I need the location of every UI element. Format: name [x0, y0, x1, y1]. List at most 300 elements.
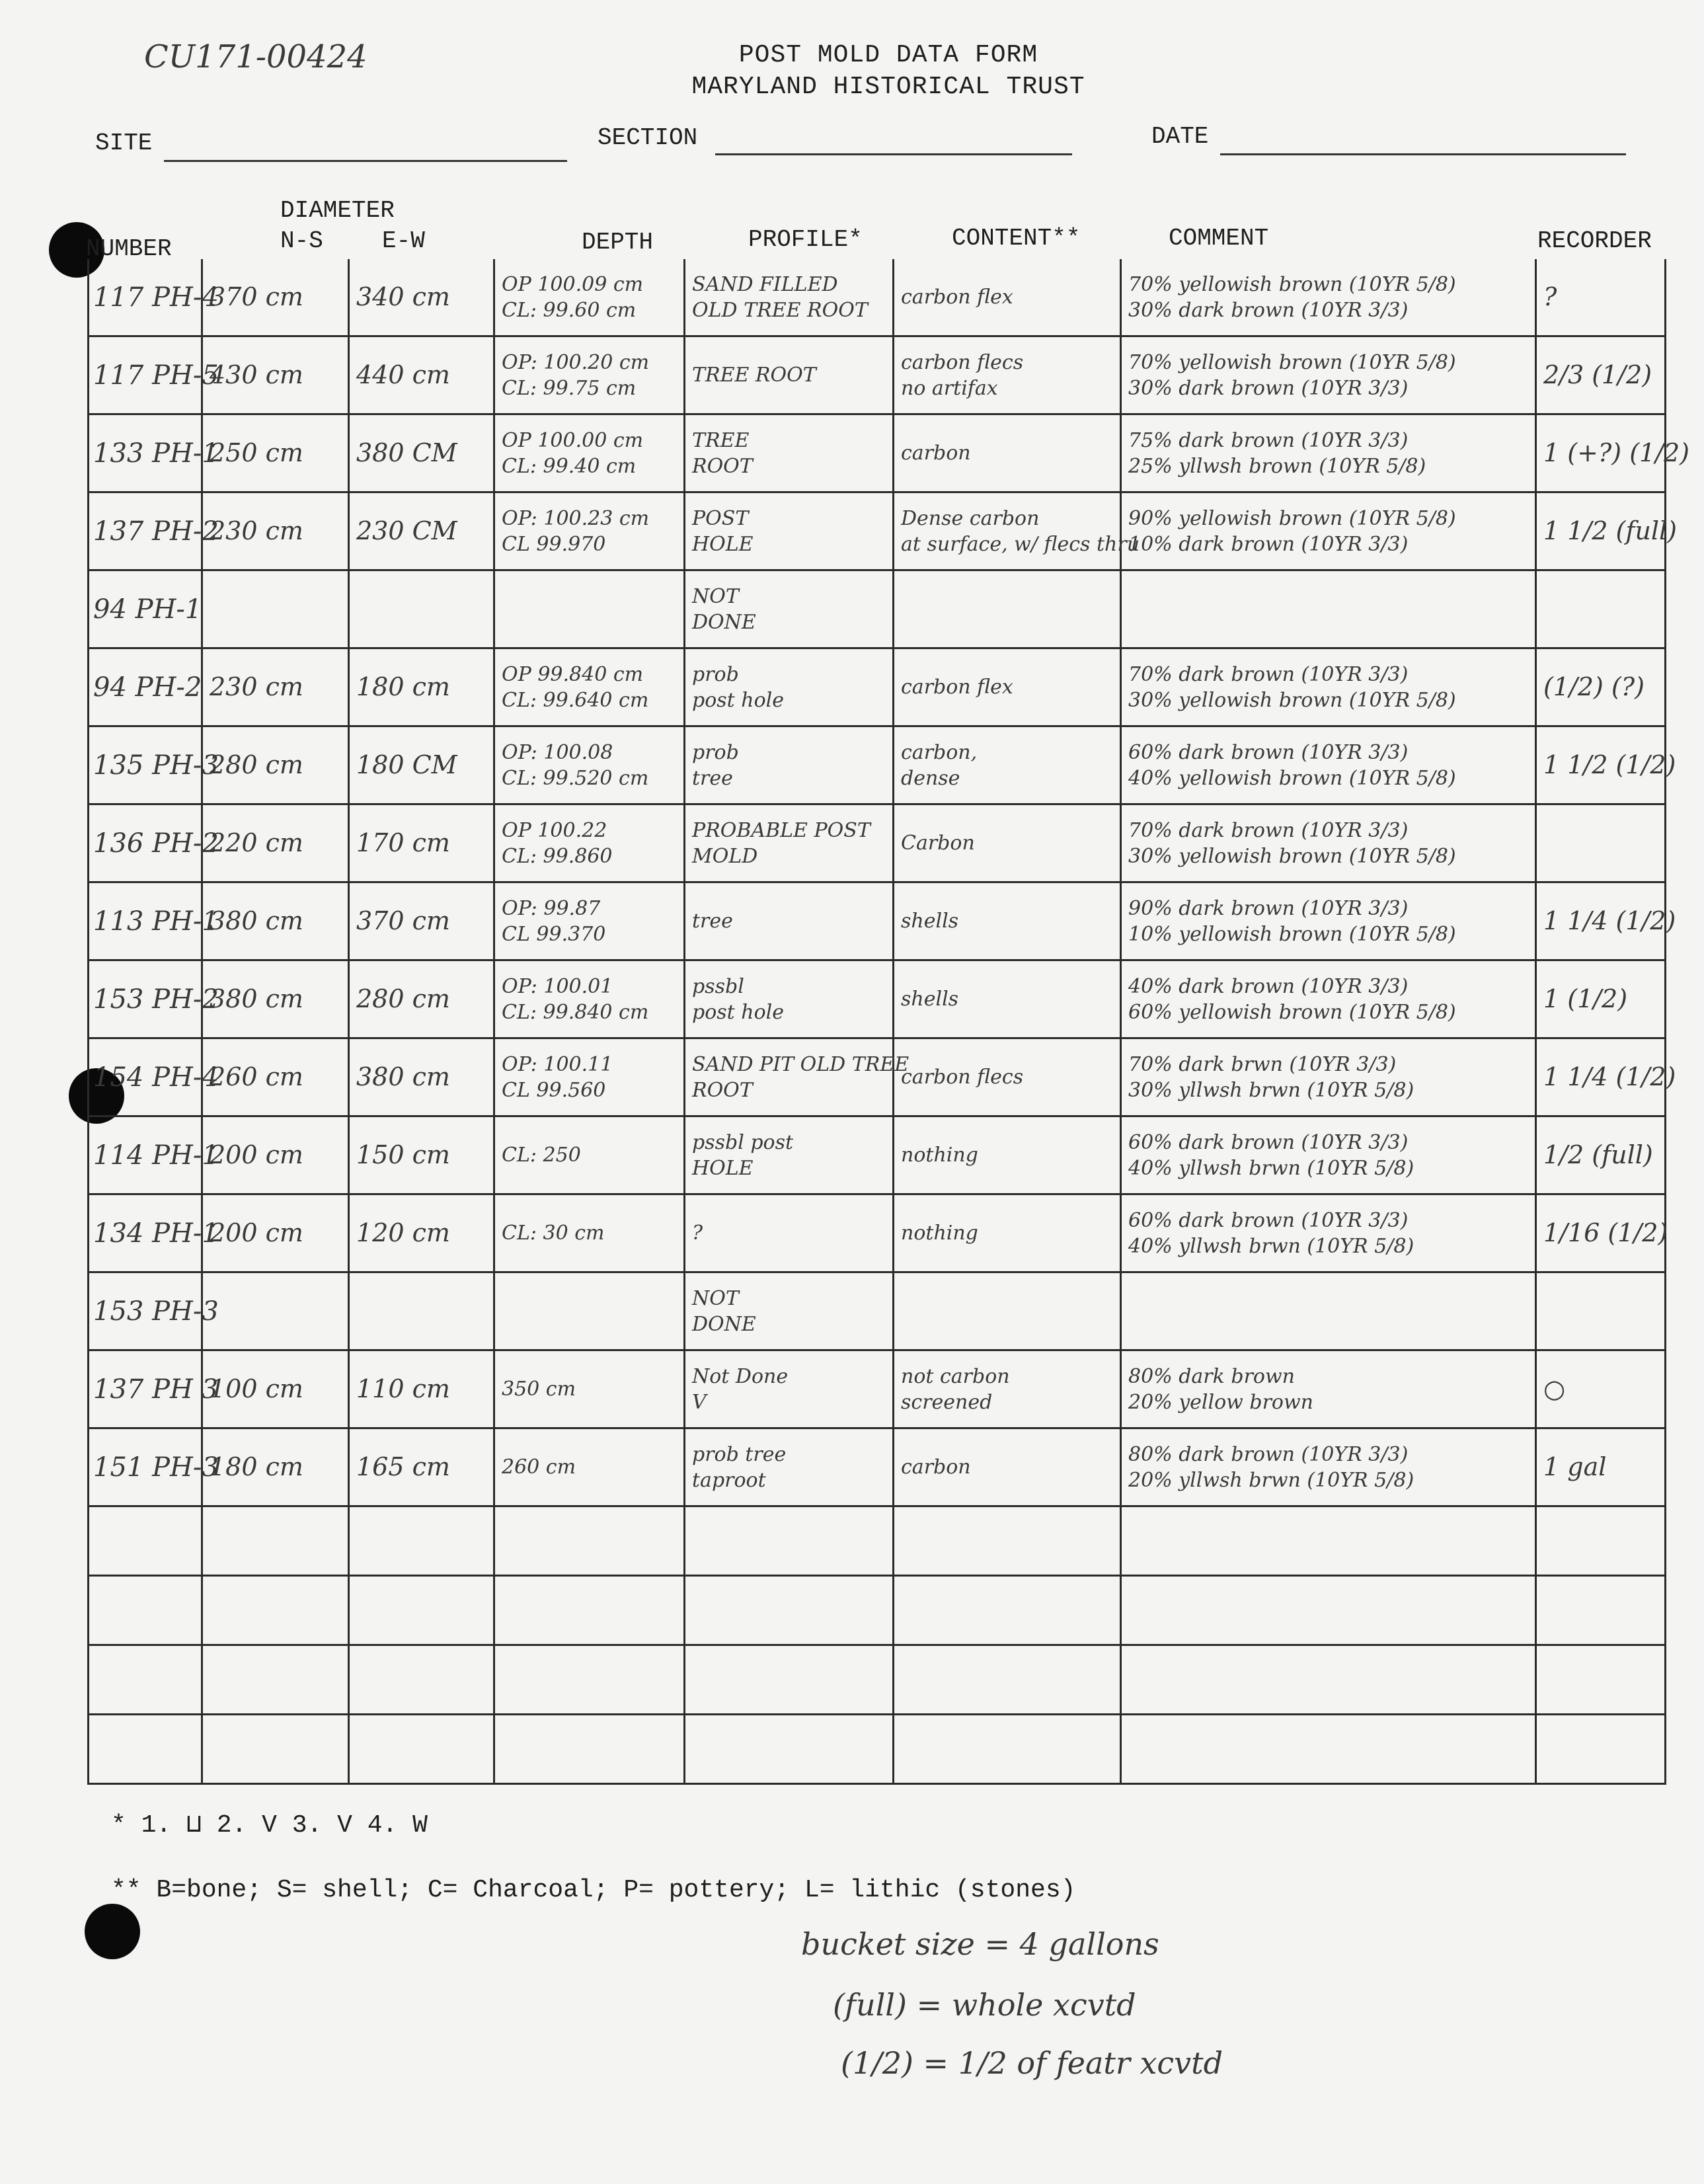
cell-num	[89, 960, 219, 1038]
cell-comment	[1121, 1350, 1536, 1428]
cell-comment1: 60% dark brown (10YR 3/3)	[1128, 740, 1409, 764]
cell-recorder: 1 gal	[1543, 1452, 1607, 1481]
blank-cell[interactable]	[202, 1576, 349, 1645]
cell-ew: 230 CM	[356, 516, 457, 545]
cell-dia	[349, 1350, 494, 1428]
cell-profile1: tree	[692, 910, 733, 933]
cell-dia	[202, 1428, 349, 1506]
cell-dia	[349, 1038, 494, 1116]
cell-profile2: DONE	[692, 610, 756, 634]
cell-comment	[1121, 492, 1536, 570]
cell-depth	[494, 804, 685, 882]
cell-comment2: 30% yellowish brown (10YR 5/8)	[1128, 844, 1456, 868]
cell-comment2: 10% yellowish brown (10YR 5/8)	[1128, 922, 1456, 946]
table-row	[89, 570, 1666, 648]
blank-cell[interactable]	[1536, 1715, 1666, 1784]
cell-dia	[202, 648, 349, 726]
cell-dia	[202, 882, 349, 960]
cell-ns: 380 cm	[210, 906, 303, 935]
cell-content1: carbon flex	[901, 286, 1013, 309]
cell-comment	[1121, 1116, 1536, 1194]
cell-comment2: 20% yllwsh brwn (10YR 5/8)	[1128, 1468, 1414, 1492]
cell-depth2: CL: 99.840 cm	[502, 1000, 649, 1024]
blank-cell[interactable]	[349, 1715, 494, 1784]
cell-ns: 280 cm	[210, 750, 303, 779]
cell-depth2: CL: 99.640 cm	[502, 688, 649, 712]
cell-profile	[685, 1272, 894, 1350]
cell-depth	[494, 1428, 685, 1506]
cell-num	[89, 414, 219, 492]
cell-comment	[1121, 960, 1536, 1038]
cell-profile	[685, 1194, 894, 1272]
blank-cell[interactable]	[89, 1715, 202, 1784]
cell-number: 137 PH 3	[93, 1374, 219, 1405]
cell-recorder: (1/2) (?)	[1543, 672, 1645, 701]
cell-number: 117 PH-4	[93, 282, 219, 313]
cell-comment	[1121, 804, 1536, 882]
cell-depth1: 260 cm	[502, 1456, 576, 1479]
cell-dia	[349, 726, 494, 804]
cell-num	[89, 804, 219, 882]
cell-profile	[685, 336, 894, 414]
cell-comment	[1121, 1194, 1536, 1272]
cell-depth1: OP: 99.87	[502, 896, 601, 920]
cell-content2: screened	[901, 1390, 993, 1414]
cell-comment	[1121, 648, 1536, 726]
blank-cell[interactable]	[494, 1645, 685, 1715]
cell-content1: nothing	[901, 1144, 978, 1167]
cell-recorder: 1 1/2 (full)	[1543, 516, 1677, 545]
cell-rec	[1536, 726, 1676, 804]
blank-cell[interactable]	[685, 1506, 894, 1576]
cell-ns: 180 cm	[210, 1452, 303, 1481]
cell-content1: carbon flecs	[901, 1066, 1024, 1089]
cell-num	[89, 336, 219, 414]
cell-dia	[349, 570, 494, 648]
cell-number: 136 PH-2	[93, 828, 219, 859]
cell-depth1: OP: 100.11	[502, 1052, 613, 1076]
cell-num	[89, 570, 202, 648]
cell-number: 117 PH-5	[93, 360, 219, 391]
cell-depth	[494, 414, 685, 492]
cell-rec	[1536, 414, 1690, 492]
cell-comment2: 10% dark brown (10YR 3/3)	[1128, 532, 1409, 556]
cell-content2: at surface, w/ flecs thru	[901, 532, 1140, 556]
cell-content1: Dense carbon	[901, 506, 1040, 530]
table-row	[89, 1116, 1666, 1194]
cell-comment2: 40% yllwsh brwn (10YR 5/8)	[1128, 1234, 1414, 1258]
cell-recorder: 1/16 (1/2)	[1543, 1218, 1668, 1247]
cell-content1: nothing	[901, 1222, 978, 1245]
blank-cell[interactable]	[894, 1506, 1121, 1576]
cell-ew: 280 cm	[356, 984, 450, 1013]
cell-content1: carbon,	[901, 740, 978, 764]
cell-depth2: CL: 99.75 cm	[502, 376, 637, 400]
form-title: POST MOLD DATA FORM	[738, 41, 1038, 69]
cell-profile	[685, 1428, 894, 1506]
cell-content	[894, 882, 1121, 960]
cell-ew: 110 cm	[356, 1374, 450, 1403]
document-id: CU171-00424	[144, 38, 368, 75]
cell-comment2: 60% yellowish brown (10YR 5/8)	[1128, 1000, 1456, 1024]
cell-profile1: prob	[692, 740, 739, 764]
cell-profile	[685, 726, 894, 804]
cell-dia	[349, 336, 494, 414]
cell-comment	[1121, 414, 1536, 492]
cell-profile2: HOLE	[692, 532, 754, 556]
cell-ew: 370 cm	[356, 906, 450, 935]
cell-content	[894, 804, 1121, 882]
cell-depth	[494, 1350, 685, 1428]
cell-dia	[202, 336, 349, 414]
cell-num	[89, 882, 219, 960]
note-full: (full) = whole xcvtd	[833, 1987, 1136, 2023]
cell-num	[89, 726, 219, 804]
cell-profile1: TREE	[692, 428, 750, 452]
date-field[interactable]	[1220, 153, 1626, 155]
cell-comment1: 80% dark brown	[1128, 1364, 1295, 1388]
blank-cell[interactable]	[349, 1506, 494, 1576]
cell-number: 153 PH-2	[93, 984, 219, 1015]
cell-number: 151 PH-3	[93, 1452, 219, 1483]
blank-cell[interactable]	[1121, 1715, 1536, 1784]
cell-ns: 380 cm	[210, 984, 303, 1013]
cell-rec	[1536, 804, 1666, 882]
cell-depth1: OP: 100.08	[502, 740, 613, 764]
blank-cell[interactable]	[685, 1715, 894, 1784]
cell-content1: Carbon	[901, 832, 975, 855]
cell-num	[89, 492, 219, 570]
cell-ew: 150 cm	[356, 1140, 450, 1169]
cell-dia	[202, 1194, 349, 1272]
cell-rec	[1536, 492, 1677, 570]
blank-cell[interactable]	[1121, 1576, 1536, 1645]
cell-profile1: NOT	[692, 584, 739, 608]
cell-number: 153 PH-3	[93, 1296, 219, 1327]
cell-dia	[202, 259, 349, 336]
cell-profile1: pssbl post	[692, 1130, 794, 1154]
blank-cell[interactable]	[1536, 1506, 1666, 1576]
blank-cell[interactable]	[202, 1715, 349, 1784]
cell-num	[89, 1116, 219, 1194]
depth-header: DEPTH	[582, 229, 654, 256]
content-header: CONTENT**	[952, 225, 1081, 252]
cell-profile	[685, 882, 894, 960]
blank-cell[interactable]	[202, 1506, 349, 1576]
cell-comment1: 40% dark brown (10YR 3/3)	[1128, 974, 1409, 998]
cell-dia	[349, 1272, 494, 1350]
cell-comment1: 75% dark brown (10YR 3/3)	[1128, 428, 1409, 452]
cell-content1: shells	[901, 988, 959, 1011]
cell-comment	[1121, 259, 1536, 336]
cell-recorder: 1 (1/2)	[1543, 984, 1628, 1013]
blank-cell[interactable]	[202, 1645, 349, 1715]
cell-depth1: OP 100.00 cm	[502, 428, 644, 452]
cell-content2: dense	[901, 766, 960, 790]
cell-profile1: prob	[692, 662, 739, 686]
cell-recorder: ?	[1543, 282, 1557, 311]
cell-content	[894, 1272, 1121, 1350]
table-row	[89, 882, 1666, 960]
cell-number: 154 PH-4	[93, 1062, 219, 1093]
cell-comment	[1121, 570, 1536, 648]
cell-number: 134 PH-1	[93, 1218, 219, 1249]
blank-cell[interactable]	[89, 1645, 202, 1715]
site-label: SITE	[95, 130, 153, 157]
cell-content1: carbon flecs	[901, 350, 1024, 374]
cell-depth	[494, 960, 685, 1038]
cell-profile2: post hole	[692, 688, 784, 712]
cell-number: 137 PH-2	[93, 516, 219, 547]
table-row	[89, 1350, 1666, 1428]
blank-cell[interactable]	[1121, 1645, 1536, 1715]
cell-content	[894, 336, 1121, 414]
cell-depth1: 350 cm	[502, 1378, 576, 1401]
cell-num	[89, 1194, 219, 1272]
cell-profile1: SAND PIT OLD TREE	[692, 1052, 910, 1076]
cell-content	[894, 726, 1121, 804]
cell-ew: 170 cm	[356, 828, 450, 857]
cell-dia	[349, 492, 494, 570]
cell-rec	[1536, 882, 1676, 960]
cell-comment1: 90% yellowish brown (10YR 5/8)	[1128, 506, 1456, 530]
cell-comment2: 40% yellowish brown (10YR 5/8)	[1128, 766, 1456, 790]
cell-depth2: CL: 99.860	[502, 844, 613, 868]
cell-comment1: 70% yellowish brown (10YR 5/8)	[1128, 272, 1456, 296]
cell-comment2: 30% yellowish brown (10YR 5/8)	[1128, 688, 1456, 712]
cell-ns: 250 cm	[210, 438, 303, 467]
cell-depth	[494, 726, 685, 804]
cell-depth	[494, 1038, 685, 1116]
cell-depth1: OP: 100.01	[502, 974, 613, 998]
cell-profile	[685, 804, 894, 882]
cell-profile1: SAND FILLED	[692, 272, 838, 296]
cell-rec	[1536, 1194, 1666, 1272]
table-row	[89, 726, 1666, 804]
cell-number: 133 PH-1	[93, 438, 219, 469]
cell-rec	[1536, 648, 1666, 726]
blank-cell[interactable]	[685, 1576, 894, 1645]
cell-ns: 430 cm	[210, 360, 303, 389]
cell-profile	[685, 1116, 894, 1194]
cell-recorder: 1 1/2 (1/2)	[1543, 750, 1676, 779]
blank-row	[89, 1715, 1666, 1784]
cell-content	[894, 259, 1121, 336]
cell-number: 113 PH-1	[93, 906, 219, 937]
cell-ew: 380 CM	[356, 438, 457, 467]
blank-cell[interactable]	[894, 1715, 1121, 1784]
blank-cell[interactable]	[685, 1645, 894, 1715]
cell-ns: 230 cm	[210, 516, 303, 545]
cell-rec	[1536, 1116, 1666, 1194]
cell-dia	[349, 960, 494, 1038]
cell-content1: carbon flex	[901, 676, 1013, 699]
cell-number: 135 PH-3	[93, 750, 219, 781]
cell-dia	[349, 804, 494, 882]
cell-depth	[494, 492, 685, 570]
blank-row	[89, 1645, 1666, 1715]
cell-dia	[349, 1116, 494, 1194]
cell-depth	[494, 882, 685, 960]
cell-ns: 260 cm	[210, 1062, 303, 1091]
cell-depth2: CL: 99.520 cm	[502, 766, 649, 790]
cell-profile1: pssbl	[692, 974, 744, 998]
blank-cell[interactable]	[494, 1715, 685, 1784]
note-bucket-size: bucket size = 4 gallons	[801, 1926, 1159, 1962]
table-row	[89, 259, 1666, 336]
cell-content1: carbon	[901, 442, 971, 465]
cell-depth	[494, 1272, 685, 1350]
cell-comment1: 70% yellowish brown (10YR 5/8)	[1128, 350, 1456, 374]
cell-num	[89, 259, 219, 336]
cell-dia	[202, 1350, 349, 1428]
cell-depth	[494, 648, 685, 726]
cell-depth	[494, 1194, 685, 1272]
cell-comment1: 90% dark brown (10YR 3/3)	[1128, 896, 1409, 920]
cell-comment2: 30% dark brown (10YR 3/3)	[1128, 298, 1409, 322]
table-row	[89, 1194, 1666, 1272]
section-field[interactable]	[715, 153, 1072, 155]
cell-dia	[202, 1038, 349, 1116]
cell-comment1: 70% dark brwn (10YR 3/3)	[1128, 1052, 1397, 1076]
cell-depth1: OP: 100.20 cm	[502, 350, 650, 374]
table-row	[89, 492, 1666, 570]
profile-legend: * 1. ⊔ 2. V 3. V 4. W	[111, 1811, 428, 1840]
cell-comment1: 60% dark brown (10YR 3/3)	[1128, 1130, 1409, 1154]
cell-num	[89, 1350, 219, 1428]
cell-dia	[349, 1194, 494, 1272]
blank-cell[interactable]	[89, 1506, 202, 1576]
cell-dia	[349, 648, 494, 726]
cell-content	[894, 492, 1140, 570]
blank-cell[interactable]	[1536, 1645, 1666, 1715]
blank-cell[interactable]	[1536, 1576, 1666, 1645]
cell-dia	[349, 414, 494, 492]
cell-profile	[685, 492, 894, 570]
cell-number: 114 PH-1	[93, 1140, 219, 1171]
cell-profile2: MOLD	[692, 844, 758, 868]
ew-header: E-W	[382, 227, 425, 254]
cell-comment1: 80% dark brown (10YR 3/3)	[1128, 1442, 1409, 1466]
cell-comment1: 70% dark brown (10YR 3/3)	[1128, 818, 1409, 842]
section-label: SECTION	[598, 124, 698, 151]
blank-cell[interactable]	[894, 1645, 1121, 1715]
cell-content1: not carbon	[901, 1364, 1010, 1388]
cell-content	[894, 414, 1121, 492]
cell-dia	[202, 804, 349, 882]
cell-depth	[494, 336, 685, 414]
cell-depth2: CL: 99.40 cm	[502, 454, 637, 478]
blank-cell[interactable]	[1121, 1506, 1536, 1576]
blank-cell[interactable]	[494, 1506, 685, 1576]
blank-row	[89, 1576, 1666, 1645]
table-row	[89, 648, 1666, 726]
blank-cell[interactable]	[349, 1576, 494, 1645]
cell-comment	[1121, 336, 1536, 414]
diameter-header: DIAMETER	[280, 197, 395, 224]
cell-dia	[202, 492, 349, 570]
cell-depth2: CL: 30 cm	[502, 1222, 605, 1245]
cell-recorder: ○	[1543, 1374, 1566, 1403]
cell-depth1: OP 100.22	[502, 818, 607, 842]
cell-profile2: post hole	[692, 1000, 784, 1024]
cell-dia	[349, 259, 494, 336]
cell-depth2: CL 99.370	[502, 922, 606, 946]
cell-num	[89, 1038, 219, 1116]
cell-comment2: 25% yllwsh brown (10YR 5/8)	[1128, 454, 1426, 478]
cell-num	[89, 648, 202, 726]
cell-recorder: 1 (+?) (1/2)	[1543, 438, 1690, 467]
table-row	[89, 1428, 1666, 1506]
cell-rec	[1536, 1038, 1676, 1116]
blank-cell[interactable]	[894, 1576, 1121, 1645]
cell-dia	[202, 414, 349, 492]
cell-profile	[685, 1350, 894, 1428]
ns-header: N-S	[280, 227, 323, 254]
cell-ns: 370 cm	[210, 282, 303, 311]
content-legend: ** B=bone; S= shell; C= Charcoal; P= pottery; L= lithic (stones)	[111, 1876, 1076, 1904]
blank-row	[89, 1506, 1666, 1576]
cell-depth1: OP 99.840 cm	[502, 662, 644, 686]
cell-rec	[1536, 1428, 1666, 1506]
cell-profile1: Not Done	[692, 1364, 789, 1388]
cell-profile	[685, 414, 894, 492]
cell-dia	[202, 726, 349, 804]
cell-profile2: V	[692, 1390, 707, 1414]
note-half: (1/2) = 1/2 of featr xcvtd	[841, 2045, 1223, 2081]
cell-depth2: CL 99.970	[502, 532, 606, 556]
cell-content	[894, 1350, 1121, 1428]
cell-ew: 165 cm	[356, 1452, 450, 1481]
cell-profile2: ROOT	[692, 1078, 753, 1102]
recorder-header: RECORDER	[1537, 227, 1652, 254]
cell-comment1: 60% dark brown (10YR 3/3)	[1128, 1208, 1409, 1232]
site-field[interactable]	[164, 160, 567, 162]
blank-cell[interactable]	[349, 1645, 494, 1715]
comment-header: COMMENT	[1169, 225, 1269, 252]
cell-profile1: POST	[692, 506, 749, 530]
cell-dia	[202, 1116, 349, 1194]
cell-profile2: tree	[692, 766, 733, 790]
cell-dia	[202, 570, 349, 648]
cell-number: 94 PH-2	[93, 672, 202, 703]
cell-depth1: OP: 100.23 cm	[502, 506, 650, 530]
blank-cell[interactable]	[494, 1576, 685, 1645]
blank-cell[interactable]	[89, 1576, 202, 1645]
cell-comment2: 20% yellow brown	[1128, 1390, 1313, 1414]
cell-ew: 440 cm	[356, 360, 450, 389]
cell-content1: shells	[901, 910, 959, 933]
cell-ns: 100 cm	[210, 1374, 303, 1403]
cell-content1: carbon	[901, 1456, 971, 1479]
cell-rec	[1536, 1272, 1666, 1350]
cell-profile2: HOLE	[692, 1156, 754, 1180]
cell-profile1: ?	[692, 1222, 703, 1245]
cell-ns: 200 cm	[210, 1218, 303, 1247]
table-row	[89, 960, 1666, 1038]
cell-depth2: CL 99.560	[502, 1078, 606, 1102]
cell-depth	[494, 1116, 685, 1194]
cell-profile	[685, 570, 894, 648]
cell-profile	[685, 960, 894, 1038]
cell-content	[894, 1428, 1121, 1506]
cell-profile2: taproot	[692, 1468, 766, 1492]
cell-comment2: 30% dark brown (10YR 3/3)	[1128, 376, 1409, 400]
cell-content	[894, 1116, 1121, 1194]
cell-profile	[685, 259, 894, 336]
cell-ew: 380 cm	[356, 1062, 450, 1091]
cell-depth2: CL: 99.60 cm	[502, 298, 637, 322]
